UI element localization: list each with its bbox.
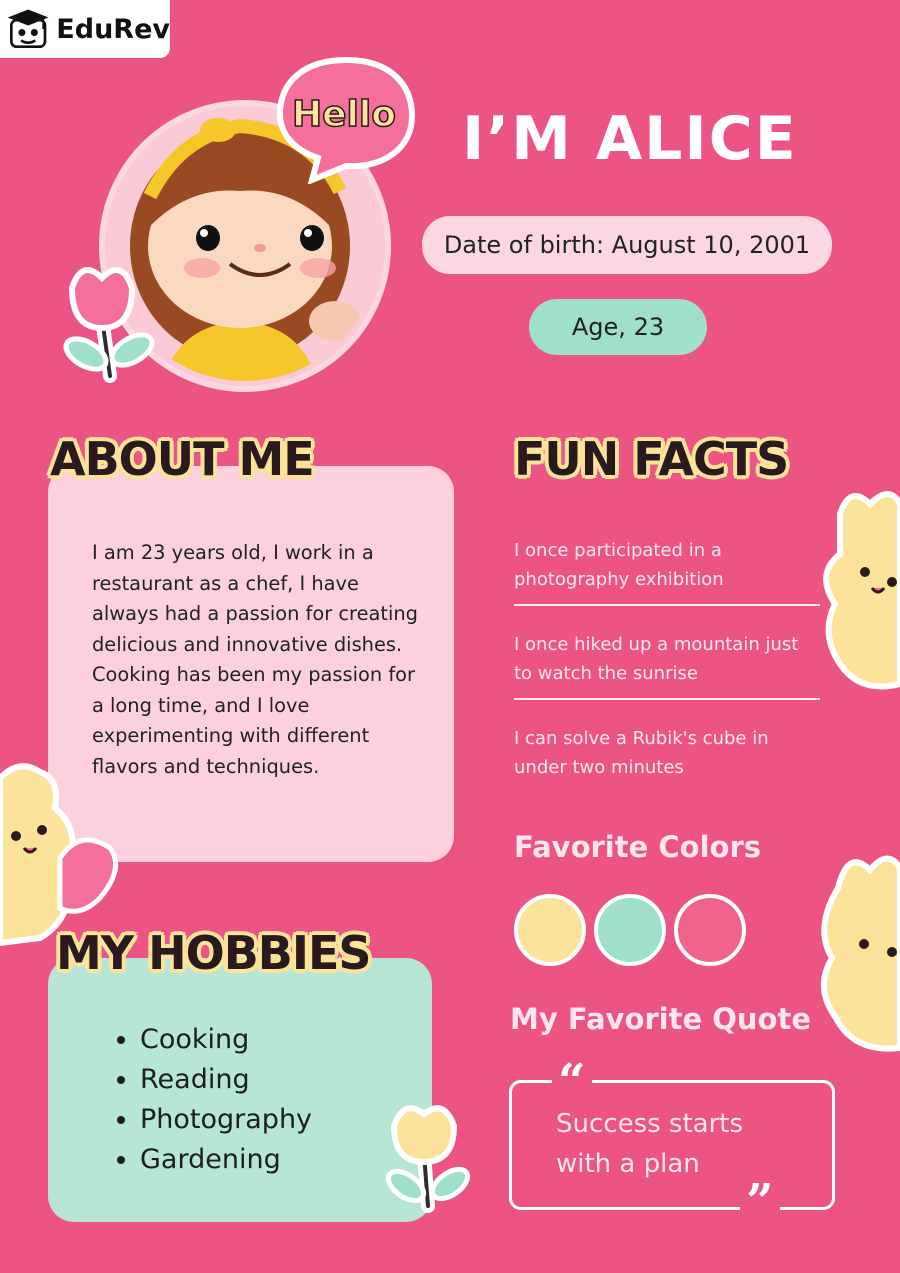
dob-badge: Date of birth: August 10, 2001	[422, 216, 832, 274]
quote-heading: My Favorite Quote	[510, 1002, 811, 1036]
fun-fact-2: I once hiked up a mountain just to watch the sunrise	[514, 634, 799, 684]
fun-fact-3: I can solve a Rubik's cube in under two minutes	[514, 728, 769, 778]
list-item: • Gardening	[140, 1140, 312, 1180]
list-item: • Reading	[140, 1060, 312, 1100]
hobbies-heading: MY HOBBIES	[56, 926, 371, 980]
about-heading: ABOUT ME	[50, 432, 314, 486]
page-title: I’M ALICE	[462, 104, 798, 174]
open-quote-icon: “	[552, 1062, 592, 1102]
divider	[514, 604, 820, 606]
favorite-colors-heading: Favorite Colors	[514, 830, 762, 864]
speech-bubble-icon	[272, 54, 420, 184]
fun-facts-heading: FUN FACTS	[514, 432, 789, 486]
graduation-cap-icon	[6, 5, 50, 53]
about-text: I am 23 years old, I work in a restaurant as a chef, I have always had a passion for creating delicious and innovative dishes. Cooking has been my passion for a long time, and I love experimenting with different flavors and techniques.	[92, 541, 418, 778]
fun-fact-1: I once participated in a photography exhibition	[514, 540, 724, 590]
color-swatch-mint	[594, 894, 666, 966]
divider	[514, 698, 820, 700]
list-item: • Cooking	[140, 1020, 312, 1060]
hobbies-list	[110, 1020, 312, 1180]
bubble-text: Hello	[292, 94, 396, 135]
flower-icon	[52, 258, 162, 388]
color-swatch-pink	[674, 894, 746, 966]
color-swatch-yellow	[514, 894, 586, 966]
list-item: • Photography	[140, 1100, 312, 1140]
close-quote-icon: ”	[740, 1182, 780, 1222]
brand-name: EduRev	[56, 13, 170, 45]
bunny-icon	[820, 484, 900, 694]
bunny-icon	[814, 848, 900, 1058]
quote-text: Success starts with a plan	[556, 1109, 744, 1179]
age-badge: Age, 23	[529, 299, 707, 355]
brand-logo[interactable]	[0, 0, 170, 58]
flower-icon	[378, 1098, 474, 1216]
bunny-icon	[0, 758, 120, 948]
